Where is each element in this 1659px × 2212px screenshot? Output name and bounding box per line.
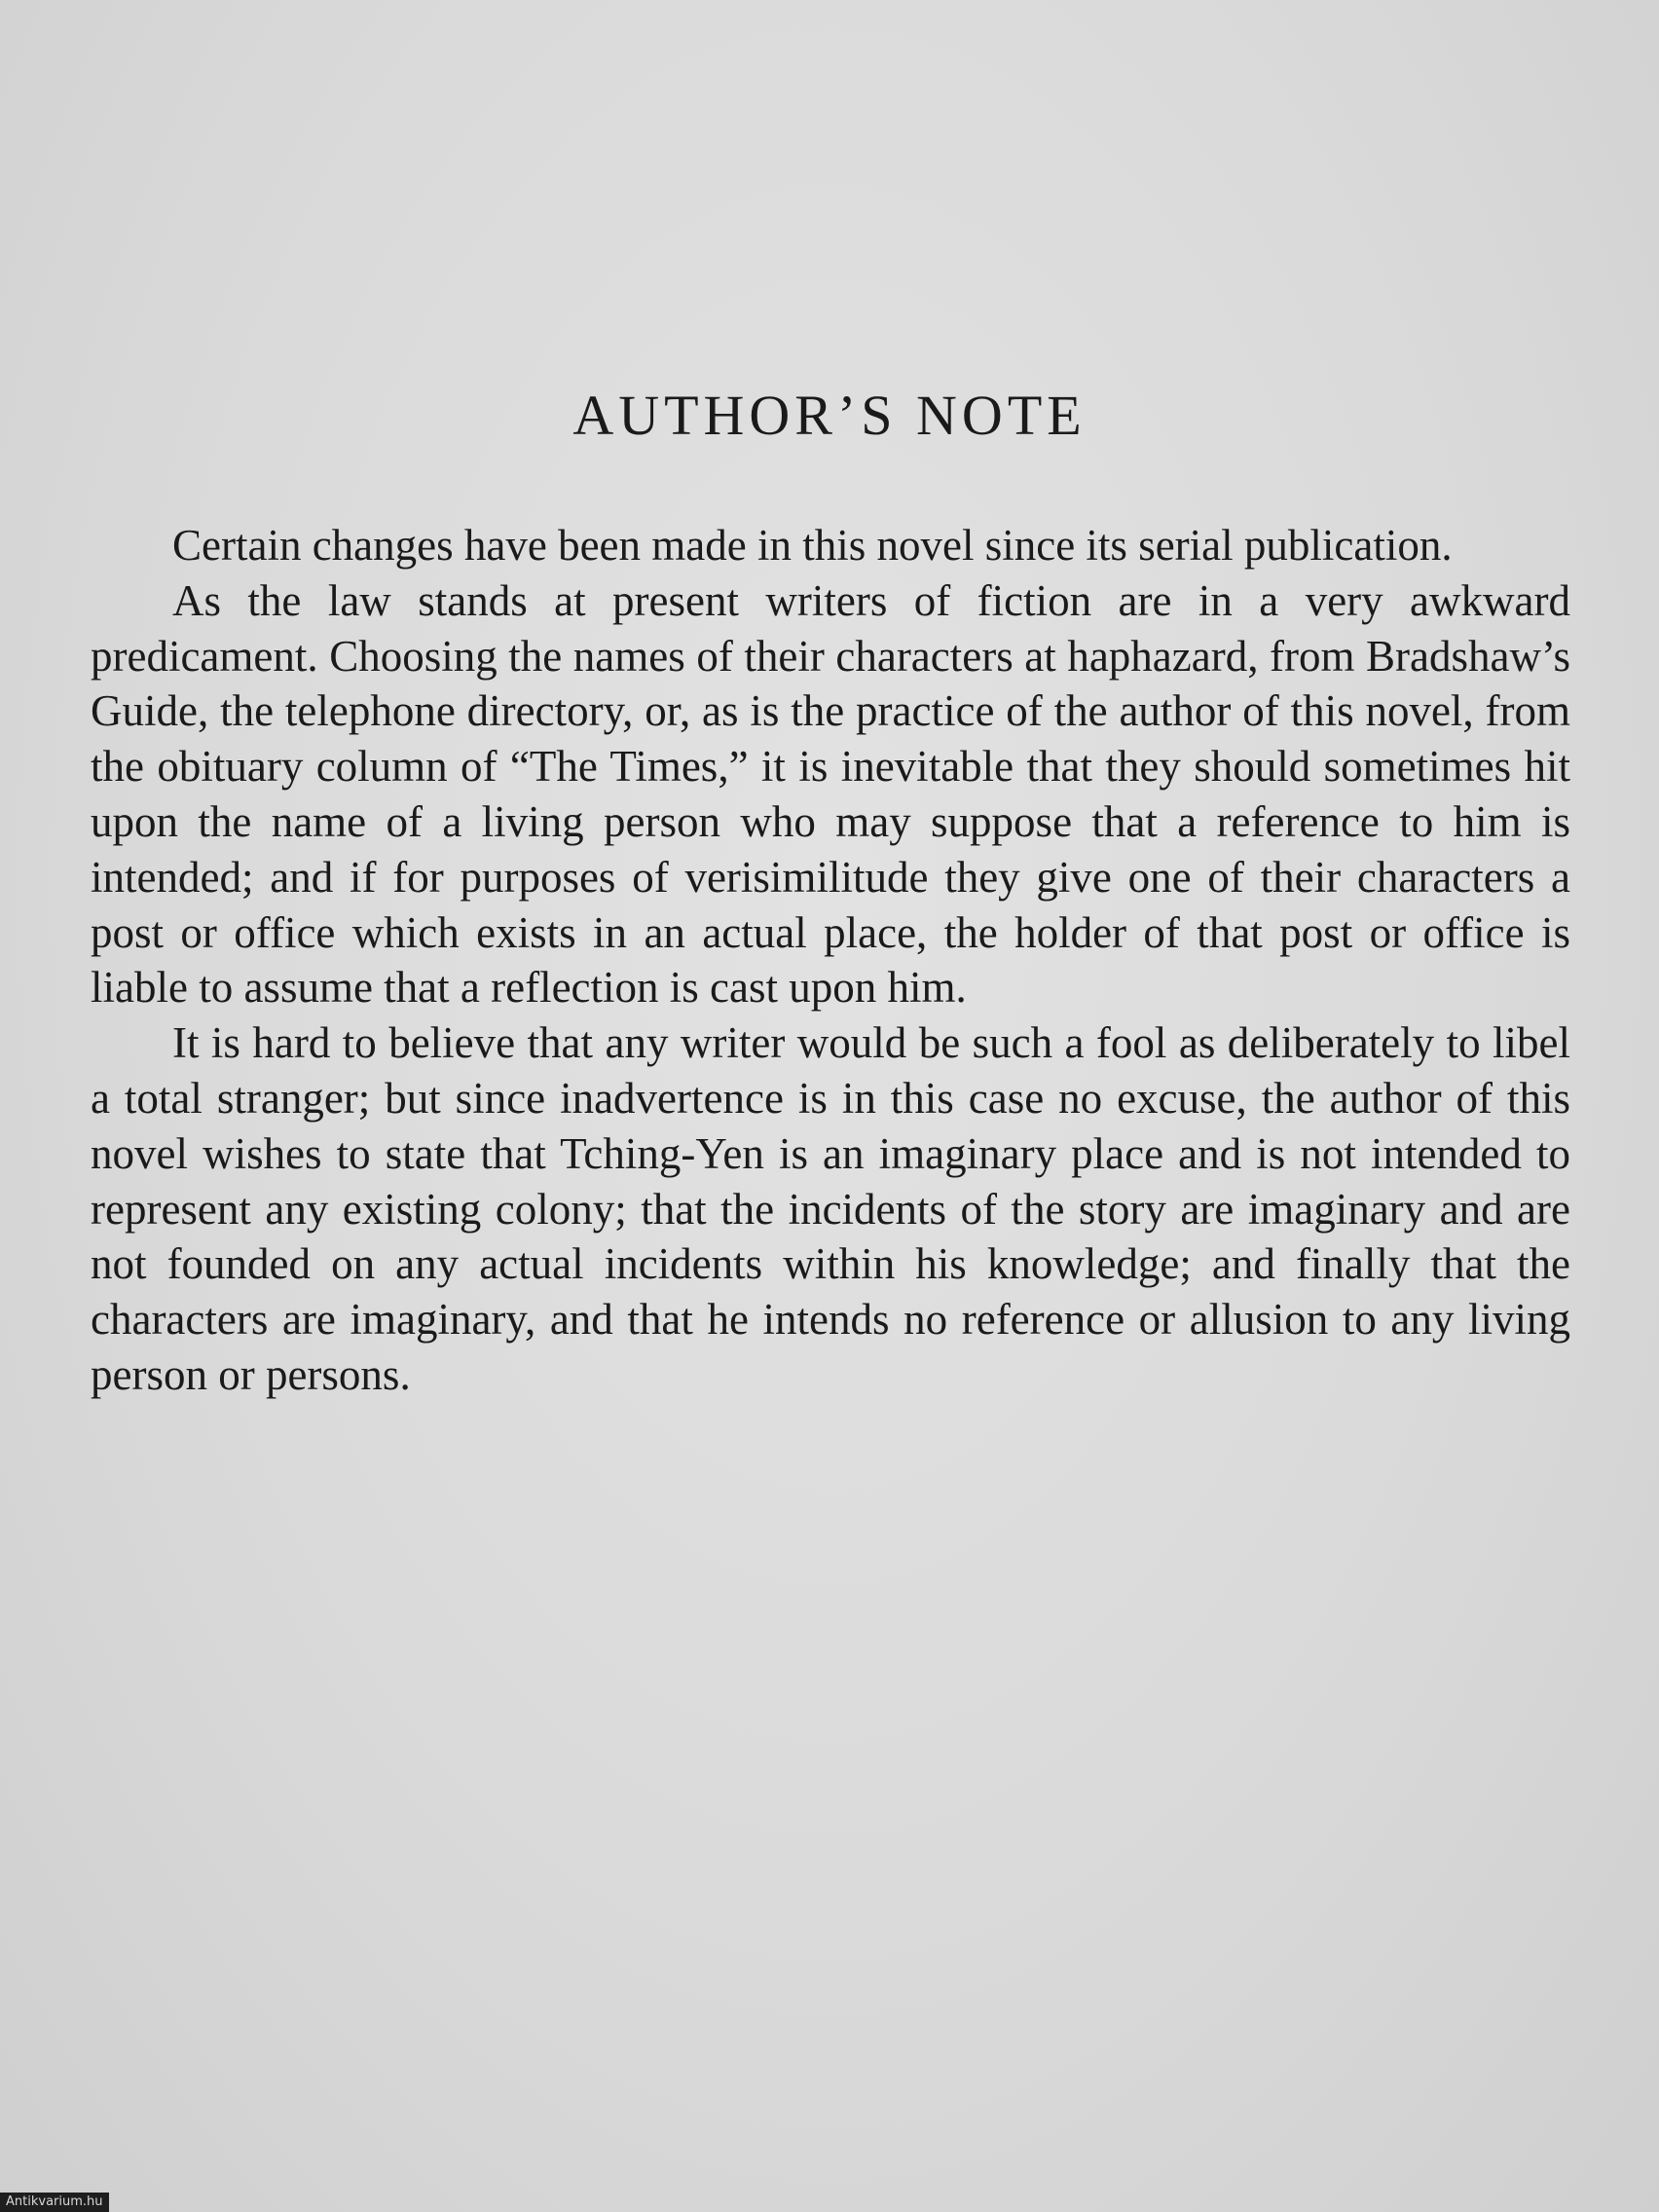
paragraph-1: Certain changes have been made in this novel since its serial publication. bbox=[172, 521, 1453, 570]
watermark-label: Antikvarium.hu bbox=[0, 2193, 109, 2212]
paragraph-3: It is hard to believe that any writer would be such a fool as deliberately to libel a total stranger; but since inadvertence is in this case no excuse, the author of this novel wishes to state that Tching-Yen is an imaginary place and is not intended to represent any existing colony; that the incidents of the story are imaginary and are not founded on any actual incidents within his knowledge; and finally that the characters are imaginary, and that he intends no reference or allusion to any living person or persons. bbox=[91, 1018, 1570, 1399]
paragraph-2: As the law stands at present writers of fiction are in a very awkward predicament. Choosing the names of their characters at haphazard, from Bradshaw’s Guide, the telephone directory, or, as is the practice of the author of this novel, from the obituary column of “The Times,” it is inevitable that they should sometimes hit upon the name of a living person who may suppose that a reference to him is intended; and if for purposes of verisimilitude they give one of their characters a post or office which exists in an actual place, the holder of that post or office is liable to assume that a reflection is cast upon him. bbox=[91, 575, 1570, 1013]
page-title: AUTHOR’S NOTE bbox=[572, 384, 1087, 447]
note-body bbox=[91, 518, 1570, 1403]
